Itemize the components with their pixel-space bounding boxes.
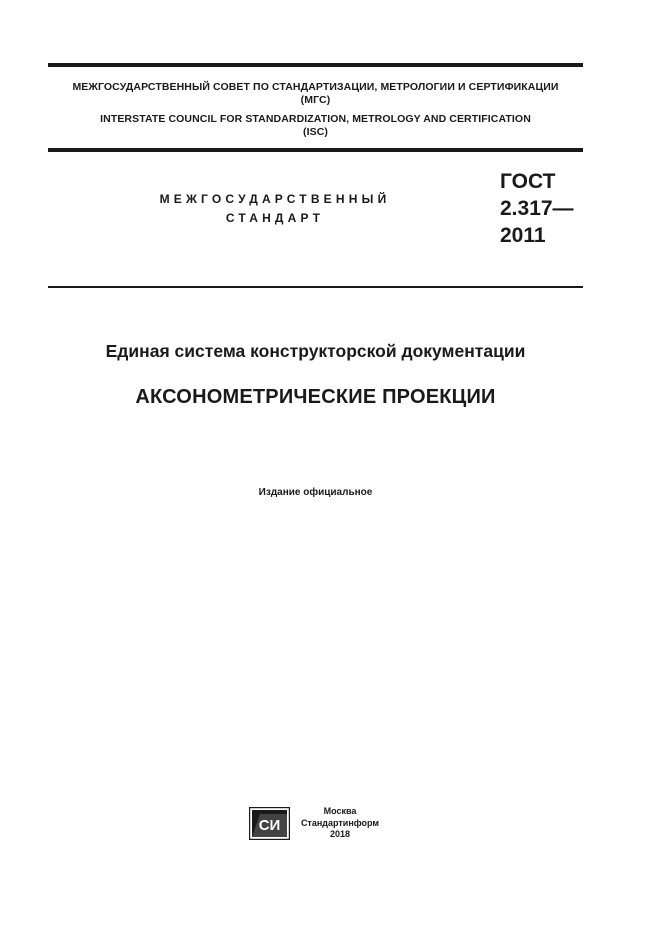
middle-rule [48, 148, 583, 152]
gost-year: 2011 [500, 224, 546, 247]
gost-designation [500, 168, 574, 249]
gost-label: ГОСТ [500, 170, 556, 193]
edition-label: Издание официальное [258, 487, 373, 498]
publisher-city: Москва [323, 806, 357, 816]
publisher-imprint [300, 806, 380, 841]
standard-kind-line2: СТАНДАРТ [225, 211, 325, 225]
council-abbr-ru: (МГС) [300, 94, 331, 106]
publication-year: 2018 [329, 829, 351, 839]
council-name-en [48, 113, 583, 139]
standartinform-logo-icon [249, 807, 290, 840]
document-title: АКСОНОМЕТРИЧЕСКИЕ ПРОЕКЦИИ [135, 386, 496, 408]
bottom-rule [48, 286, 583, 288]
system-title: Единая система конструкторской документации [105, 341, 526, 361]
council-name-ru [48, 81, 583, 107]
council-name-ru-line: МЕЖГОСУДАРСТВЕННЫЙ СОВЕТ ПО СТАНДАРТИЗАЦИИ, МЕТРОЛОГИИ И СЕРТИФИКАЦИИ [72, 81, 559, 93]
standard-kind-line1: МЕЖГОСУДАРСТВЕННЫЙ [159, 192, 391, 206]
council-name-en-line: INTERSTATE COUNCIL FOR STANDARDIZATION, METROLOGY AND CERTIFICATION [100, 113, 531, 125]
gost-number: 2.317— [500, 197, 574, 220]
logo-lettering: СИ [258, 817, 281, 834]
top-rule [48, 63, 583, 67]
council-abbr-en: (ISC) [303, 126, 328, 138]
publisher-name: Стандартинформ [300, 817, 380, 828]
